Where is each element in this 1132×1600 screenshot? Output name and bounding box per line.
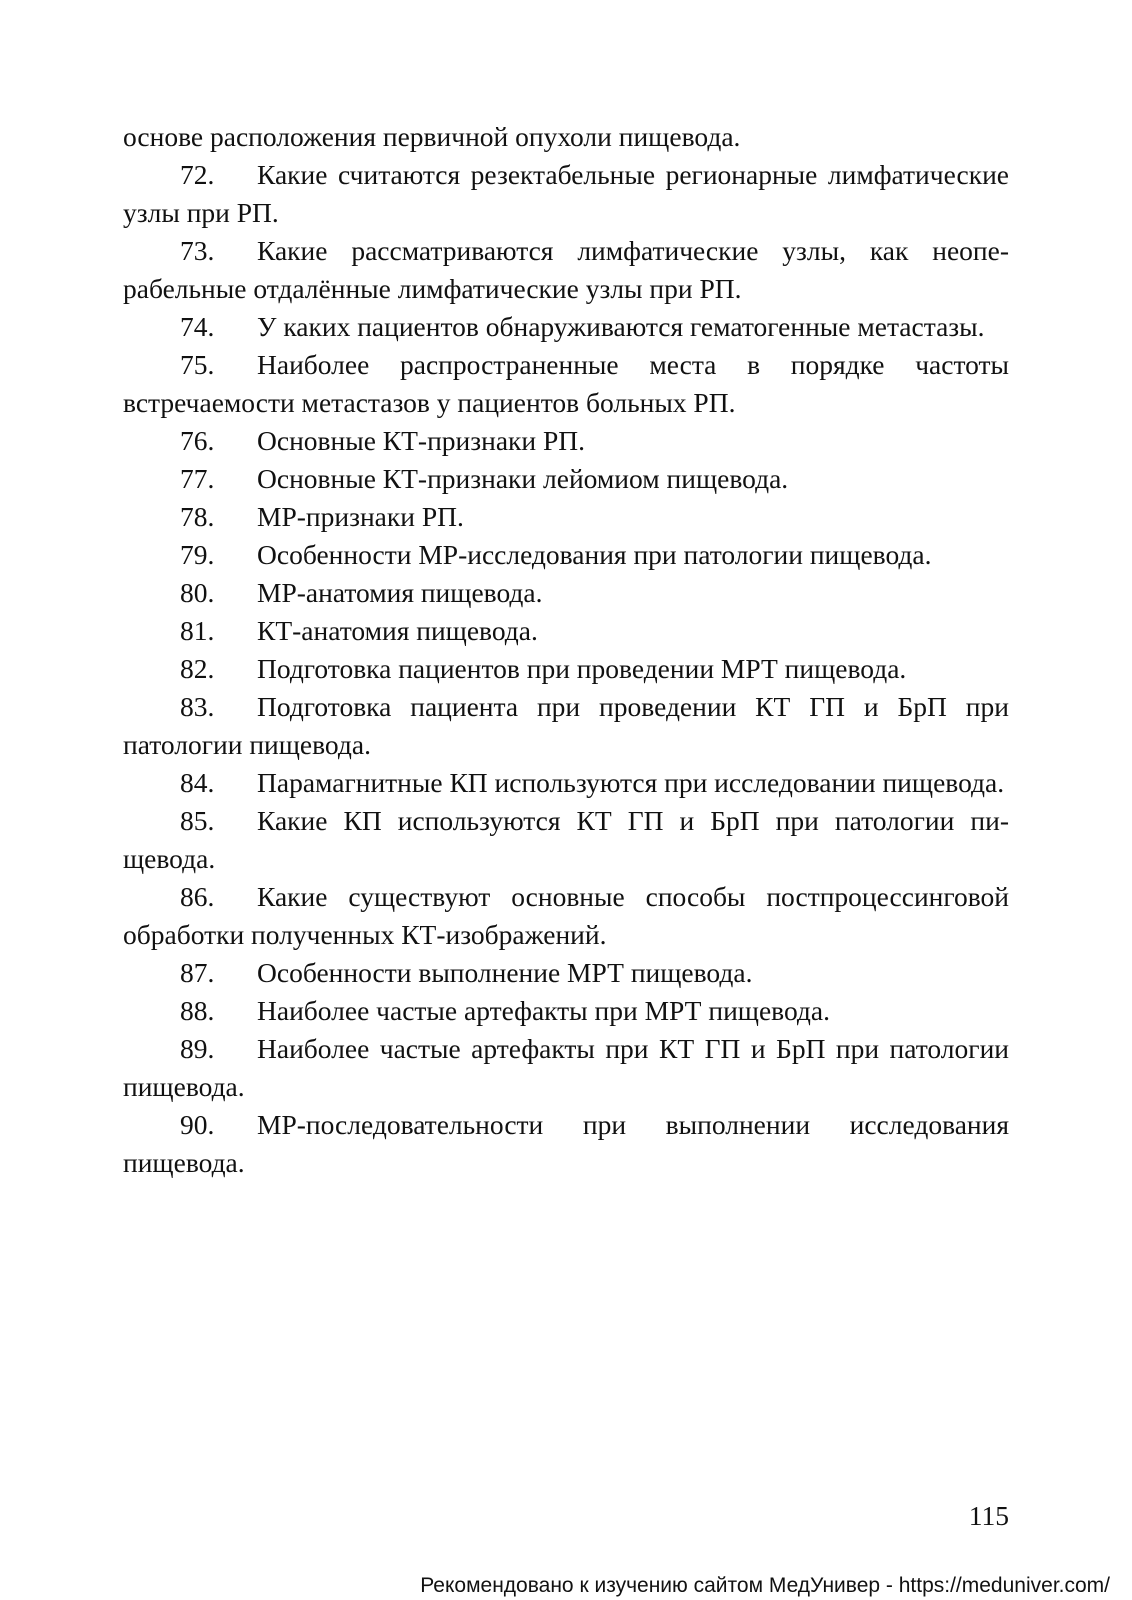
question-73 <box>123 232 1009 308</box>
question-90 <box>123 1106 1009 1182</box>
question-text: У каких пациентов обнаруживаются гематогенные метастазы. <box>257 311 985 342</box>
question-89 <box>123 1030 1009 1106</box>
question-text: Особенности МР-исследования при патологии пищевода. <box>257 539 932 570</box>
question-87 <box>123 954 1009 992</box>
question-number: 81. <box>180 615 215 646</box>
question-77 <box>123 460 1009 498</box>
question-number: 76. <box>180 425 215 456</box>
question-number: 78. <box>180 501 215 532</box>
question-number: 77. <box>180 463 215 494</box>
page-number: 115 <box>968 1500 1009 1531</box>
question-text: Особенности выполнение МРТ пищевода. <box>257 957 753 988</box>
question-text: Какие КП используются КТ ГП и БрП при патологии пищевода. <box>123 805 1009 874</box>
question-88 <box>123 992 1009 1030</box>
question-81 <box>123 612 1009 650</box>
continuation-text: основе расположения первичной опухоли пищевода. <box>123 121 741 152</box>
question-text: Подготовка пациента при проведении КТ ГП и БрП при патологии пищевода. <box>123 691 1009 760</box>
question-72 <box>123 156 1009 232</box>
question-number: 74. <box>180 311 215 342</box>
question-text: КТ-анатомия пищевода. <box>257 615 538 646</box>
question-number: 90. <box>180 1109 215 1140</box>
question-79 <box>123 536 1009 574</box>
question-number: 84. <box>180 767 215 798</box>
question-text: Какие существуют основные способы постпроцессинговой обработки полученных КТ-изображений. <box>123 881 1009 950</box>
question-text: МР-анатомия пищевода. <box>257 577 543 608</box>
question-84 <box>123 764 1009 802</box>
question-text: Подготовка пациентов при проведении МРТ пищевода. <box>257 653 907 684</box>
question-text: Наиболее распространенные места в порядке частоты встречаемости метастазов у пациентов больных РП. <box>123 349 1009 418</box>
question-number: 88. <box>180 995 215 1026</box>
question-83 <box>123 688 1009 764</box>
question-number: 80. <box>180 577 215 608</box>
question-text: Парамагнитные КП используются при исследовании пищевода. <box>257 767 1005 798</box>
footer-recommendation: Рекомендовано к изучению сайтом МедУнивер - https://meduniver.com/ <box>420 1574 1110 1597</box>
question-text: МР-признаки РП. <box>257 501 464 532</box>
question-74 <box>123 308 1009 346</box>
question-text: Какие рассматриваются лимфатические узлы, как неоперабельные отдалённые лимфатические узлы при РП. <box>123 235 1009 304</box>
question-text: Какие считаются резектабельные регионарные лимфатические узлы при РП. <box>123 159 1009 228</box>
question-number: 72. <box>180 159 215 190</box>
question-text: МР-последовательности при выполнении исследования пищевода. <box>123 1109 1009 1178</box>
question-number: 82. <box>180 653 215 684</box>
question-number: 87. <box>180 957 215 988</box>
page-body <box>123 118 1009 1182</box>
question-86 <box>123 878 1009 954</box>
question-text: Наиболее частые артефакты при КТ ГП и БрП при патологии пищевода. <box>123 1033 1009 1102</box>
question-85 <box>123 802 1009 878</box>
question-80 <box>123 574 1009 612</box>
question-78 <box>123 498 1009 536</box>
question-number: 83. <box>180 691 215 722</box>
question-number: 73. <box>180 235 215 266</box>
question-number: 86. <box>180 881 215 912</box>
question-number: 79. <box>180 539 215 570</box>
question-number: 85. <box>180 805 215 836</box>
question-number: 75. <box>180 349 215 380</box>
question-text: Основные КТ-признаки лейомиом пищевода. <box>257 463 789 494</box>
question-76 <box>123 422 1009 460</box>
question-82 <box>123 650 1009 688</box>
question-text: Наиболее частые артефакты при МРТ пищевода. <box>257 995 830 1026</box>
question-number: 89. <box>180 1033 215 1064</box>
question-text: Основные КТ-признаки РП. <box>257 425 586 456</box>
question-75 <box>123 346 1009 422</box>
